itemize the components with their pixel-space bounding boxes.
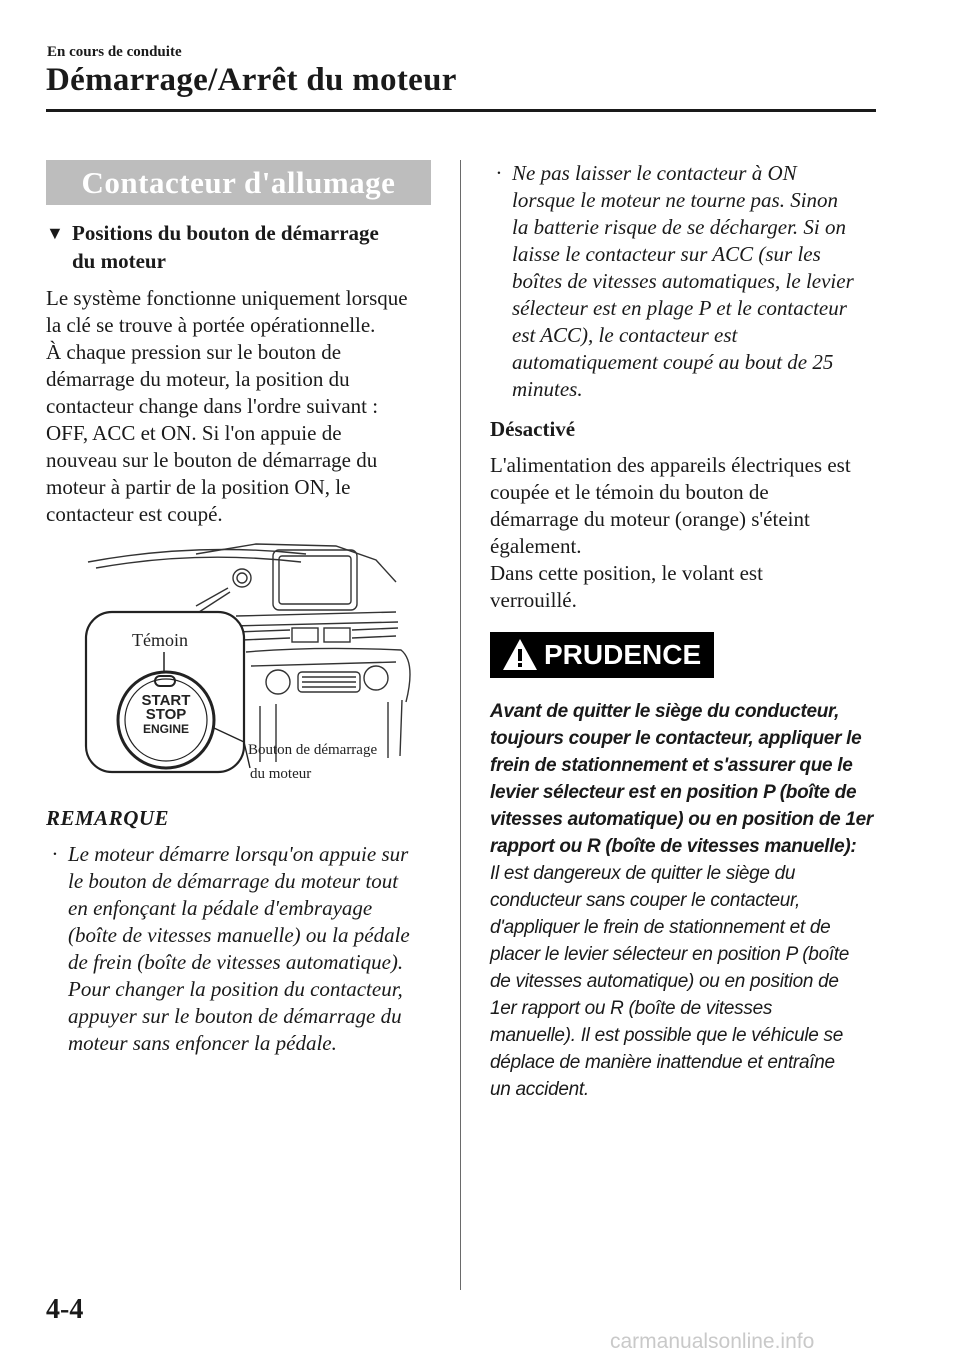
text-line: placer le levier sélecteur en position P (boîte xyxy=(490,944,850,965)
text-line: toujours couper le contacteur, appliquer le xyxy=(490,728,862,749)
watermark: carmanualsonline.info xyxy=(610,1330,815,1353)
page-number: 4-4 xyxy=(46,1294,84,1325)
text-line: en enfonçant la pédale d'embrayage xyxy=(68,896,373,920)
button-stop-text: STOP xyxy=(145,706,187,723)
dashboard-illustration xyxy=(46,542,438,792)
text-line: Le système fonctionne uniquement lorsque xyxy=(46,286,408,310)
triangle-down-icon: ▼ xyxy=(46,223,64,243)
text-line: d'appliquer le frein de stationnement et de xyxy=(490,917,831,938)
text-line: démarrage du moteur (orange) s'éteint xyxy=(490,507,810,531)
section-banner: Contacteur d'allumage xyxy=(46,160,431,205)
remark-text xyxy=(68,841,438,1057)
text-line: À chaque pression sur le bouton de xyxy=(46,340,342,364)
text-line: nouveau sur le bouton de démarrage du xyxy=(46,448,378,472)
caution-body xyxy=(490,860,890,1103)
text-line: OFF, ACC et ON. Si l'on appuie de xyxy=(46,421,342,445)
right-column xyxy=(490,160,890,1103)
remark-title: REMARQUE xyxy=(46,806,170,830)
subheading-text xyxy=(72,219,379,275)
desactive-paragraph xyxy=(490,452,890,614)
caution-badge xyxy=(490,632,714,678)
subheading-line: du moteur xyxy=(72,249,166,273)
bullet-dot: · xyxy=(496,161,502,185)
text-line: lorsque le moteur ne tourne pas. Sinon xyxy=(512,188,839,212)
text-line: le bouton de démarrage du moteur tout xyxy=(68,869,399,893)
text-line: levier sélecteur est en position P (boîte de xyxy=(490,782,857,803)
left-column xyxy=(46,160,438,1057)
text-line: contacteur est coupé. xyxy=(46,502,223,526)
column-divider xyxy=(460,160,461,1290)
label-bouton-line1: Bouton de démarrage xyxy=(248,742,378,758)
text-line: appuyer sur le bouton de démarrage du xyxy=(68,1004,402,1028)
text-line: coupée et le témoin du bouton de xyxy=(490,480,769,504)
text-line: Le moteur démarre lorsqu'on appuie sur xyxy=(68,842,409,866)
text-line: Dans cette position, le volant est xyxy=(490,561,763,585)
text-line: la clé se trouve à portée opérationnelle. xyxy=(46,313,376,337)
text-line: déplace de manière inattendue et entraîne xyxy=(490,1052,835,1073)
text-line: vitesses automatique) ou en position de 1er xyxy=(490,809,874,830)
remark-bullet xyxy=(46,841,438,1057)
page-title: Démarrage/Arrêt du moteur xyxy=(46,62,457,98)
warning-triangle-icon xyxy=(500,635,540,675)
intro-paragraph xyxy=(46,285,438,528)
caution-label: PRUDENCE xyxy=(544,639,702,670)
text-line: moteur sans enfoncer la pédale. xyxy=(68,1031,337,1055)
subheading xyxy=(46,219,438,275)
text-line: de vitesses automatique) ou en position de xyxy=(490,971,839,992)
text-line: verrouillé. xyxy=(490,588,577,612)
text-line: est ACC), le contacteur est xyxy=(512,323,738,347)
text-line: L'alimentation des appareils électriques est xyxy=(490,453,851,477)
text-line: frein de stationnement et s'assurer que le xyxy=(490,755,853,776)
section-title-desactive: Désactivé xyxy=(490,417,576,441)
text-line: démarrage du moteur, la position du xyxy=(46,367,350,391)
bullet-dot: · xyxy=(52,842,58,866)
text-line: rapport ou R (boîte de vitesses manuelle): xyxy=(490,836,857,857)
caution-text xyxy=(490,698,890,1103)
text-line: laisse le contacteur sur ACC (sur les xyxy=(512,242,821,266)
subheading-line: Positions du bouton de démarrage xyxy=(72,221,379,245)
text-line: Avant de quitter le siège du conducteur, xyxy=(490,701,840,722)
dashboard-figure xyxy=(46,542,438,792)
text-line: contacteur change dans l'ordre suivant : xyxy=(46,394,379,418)
text-line: boîtes de vitesses automatiques, le levier xyxy=(512,269,854,293)
text-line: Pour changer la position du contacteur, xyxy=(68,977,403,1001)
text-line: de frein (boîte de vitesses automatique). xyxy=(68,950,404,974)
text-line: Ne pas laisser le contacteur à ON xyxy=(512,161,797,185)
text-line: manuelle). Il est possible que le véhicule se xyxy=(490,1025,843,1046)
header-rule xyxy=(46,109,876,112)
caution-bold xyxy=(490,698,890,860)
text-line: 1er rapport ou R (boîte de vitesses xyxy=(490,998,773,1019)
button-engine-text: ENGINE xyxy=(142,722,190,736)
label-bouton-line2: du moteur xyxy=(250,766,312,782)
text-line: la batterie risque de se décharger. Si on xyxy=(512,215,847,239)
text-line: automatiquement coupé au bout de 25 xyxy=(512,350,834,374)
label-temoin: Témoin xyxy=(132,630,188,650)
text-line: moteur à partir de la position ON, le xyxy=(46,475,351,499)
text-line: un accident. xyxy=(490,1079,589,1100)
text-line: également. xyxy=(490,534,582,558)
running-header-section: En cours de conduite xyxy=(47,44,182,60)
button-start-text: START xyxy=(141,692,191,709)
text-line: sélecteur est en plage P et le contacteur xyxy=(512,296,847,320)
text-line: Il est dangereux de quitter le siège du xyxy=(490,863,796,884)
text-line: minutes. xyxy=(512,377,583,401)
text-line: conducteur sans couper le contacteur, xyxy=(490,890,800,911)
note-text xyxy=(512,160,890,403)
note-bullet xyxy=(490,160,890,403)
text-line: (boîte de vitesses manuelle) ou la pédale xyxy=(68,923,410,947)
